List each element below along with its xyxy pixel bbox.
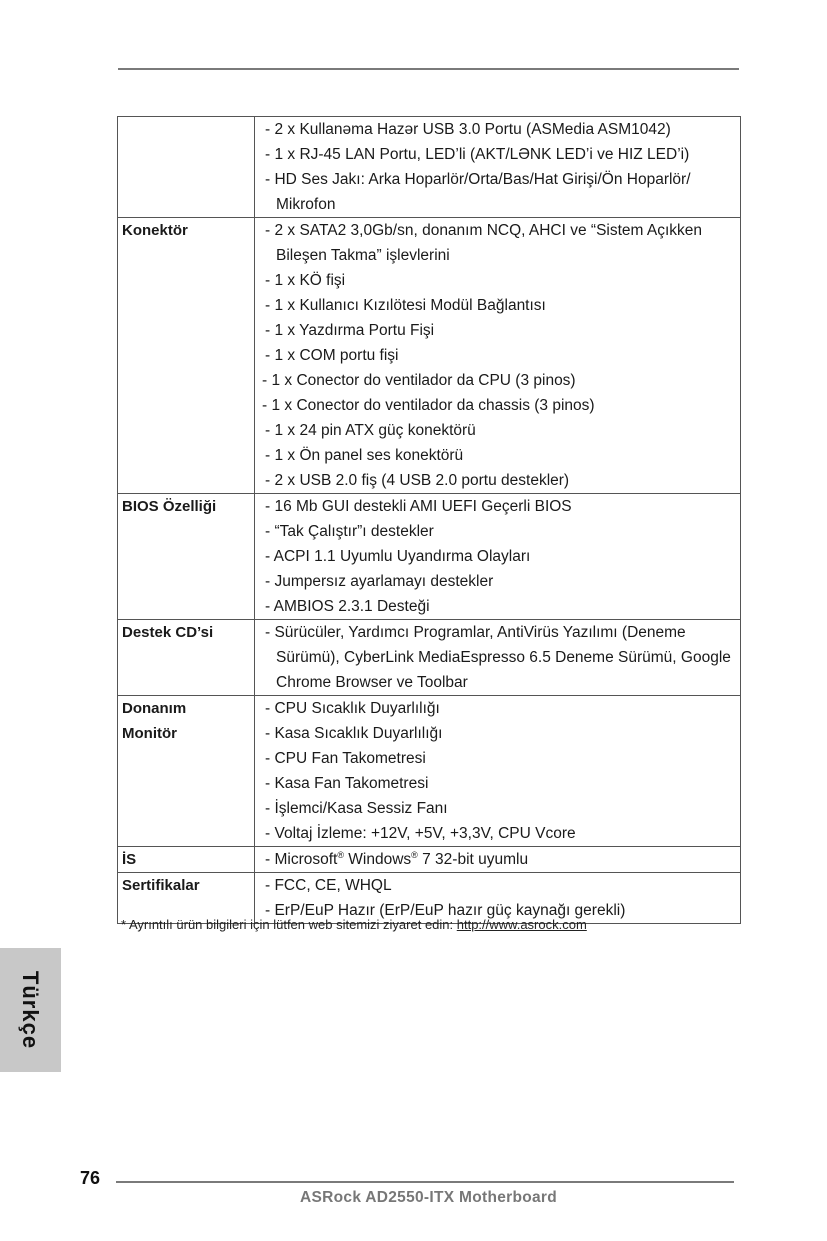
spec-item: - ACPI 1.1 Uyumlu Uyandırma Olayları (265, 548, 531, 565)
os-suffix: 7 32-bit uyumlu (417, 851, 529, 868)
spec-items (255, 494, 740, 619)
os-prefix: - Microsoft (265, 851, 338, 868)
spec-item: - İşlemci/Kasa Sessiz Fanı (265, 800, 448, 817)
spec-items (255, 620, 740, 695)
spec-item: - 2 x USB 2.0 fiş (4 USB 2.0 portu destekler) (265, 472, 570, 489)
spec-row-support-cd (118, 619, 740, 695)
spec-item: - FCC, CE, WHQL (265, 877, 392, 894)
website-link[interactable]: http://www.asrock.com (456, 917, 587, 932)
spec-item: - 1 x Ön panel ses konektörü (265, 447, 464, 464)
spec-item: - 1 x COM portu fişi (265, 347, 399, 364)
spec-label-empty (118, 117, 255, 217)
spec-item: - 2 x Kullanəma Hazər USB 3.0 Portu (ASMedia ASM1042) (265, 121, 671, 138)
os-mid: Windows (343, 851, 412, 868)
spec-item: - 1 x RJ-45 LAN Portu, LED’li (AKT/LƏNK LED’i ve HIZ LED’i) (265, 146, 690, 163)
spec-label-text: Monitör (122, 725, 177, 742)
spec-item: - AMBIOS 2.3.1 Desteği (265, 598, 430, 615)
spec-row-io-continued (118, 117, 740, 217)
spec-item: - 1 x 24 pin ATX güç konektörü (265, 422, 476, 439)
spec-item: - Jumpersız ayarlamayı destekler (265, 573, 494, 590)
spec-label (118, 218, 255, 493)
spec-label-text: Donanım (122, 700, 187, 717)
spec-row-hardware-monitor (118, 695, 740, 846)
spec-label-text: Konektör (122, 222, 188, 239)
top-divider (118, 68, 739, 70)
spec-item-os (265, 847, 740, 872)
spec-label-text: BIOS Özelliği (122, 498, 217, 515)
spec-label-text: Destek CD’si (122, 624, 214, 641)
spec-item: - CPU Fan Takometresi (265, 750, 426, 767)
spec-items (255, 218, 740, 493)
spec-item: - 1 x KÖ fişi (265, 272, 346, 289)
language-tab (0, 948, 61, 1072)
spec-row-bios (118, 493, 740, 619)
spec-item: - 16 Mb GUI destekli AMI UEFI Geçerli BIOS (265, 498, 572, 515)
footnote-text: * Ayrıntılı ürün bilgileri için lütfen web sitemizi ziyaret edin: (121, 917, 457, 932)
spec-label (118, 494, 255, 619)
spec-item: - 1 x Yazdırma Portu Fişi (265, 322, 435, 339)
spec-item: - Sürücüler, Yardımcı Programlar, AntiVirüs Yazılımı (Deneme Sürümü), CyberLink MediaEspresso 6.5 Deneme Sürümü, Google Chrome Browser ve Toolbar (265, 624, 731, 691)
spec-item: - “Tak Çalıştır”ı destekler (265, 523, 434, 540)
spec-items (255, 696, 740, 846)
spec-item: - 1 x Conector do ventilador da chassis (3 pinos) (262, 397, 595, 414)
spec-label (118, 847, 255, 872)
footer-title: ASRock AD2550-ITX Motherboard (300, 1189, 558, 1206)
spec-label (118, 696, 255, 846)
spec-label-text: İS (122, 851, 137, 868)
spec-item: - Voltaj İzleme: +12V, +5V, +3,3V, CPU Vcore (265, 825, 576, 842)
registered-mark: ® (337, 849, 344, 860)
spec-row-os (118, 846, 740, 872)
spec-table (117, 116, 741, 924)
footnote (121, 916, 741, 934)
spec-items (255, 117, 740, 217)
spec-row-connector (118, 217, 740, 493)
spec-label-text: Sertifikalar (122, 877, 200, 894)
spec-label (118, 620, 255, 695)
registered-mark: ® (411, 849, 418, 860)
bottom-divider (116, 1181, 734, 1183)
spec-item: - 1 x Conector do ventilador da CPU (3 pinos) (262, 372, 576, 389)
spec-item: - 1 x Kullanıcı Kızılötesi Modül Bağlantısı (265, 297, 546, 314)
spec-item: - Kasa Sıcaklık Duyarlılığı (265, 725, 443, 742)
spec-items (255, 847, 740, 872)
spec-item: - HD Ses Jakı: Arka Hoparlör/Orta/Bas/Hat Girişi/Ön Hoparlör/ Mikrofon (265, 171, 691, 213)
spec-item: - Kasa Fan Takometresi (265, 775, 429, 792)
spec-item: - CPU Sıcaklık Duyarlılığı (265, 700, 440, 717)
spec-item: - 2 x SATA2 3,0Gb/sn, donanım NCQ, AHCI ve “Sistem Açıkken Bileşen Takma” işlevlerini (265, 222, 703, 264)
page-number: 76 (80, 1168, 101, 1188)
language-tab-label: Türkçe (18, 970, 43, 1050)
spec-item: - ErP/EuP Hazır (ErP/EuP hazır güç kaynağı gerekli) (265, 902, 626, 919)
